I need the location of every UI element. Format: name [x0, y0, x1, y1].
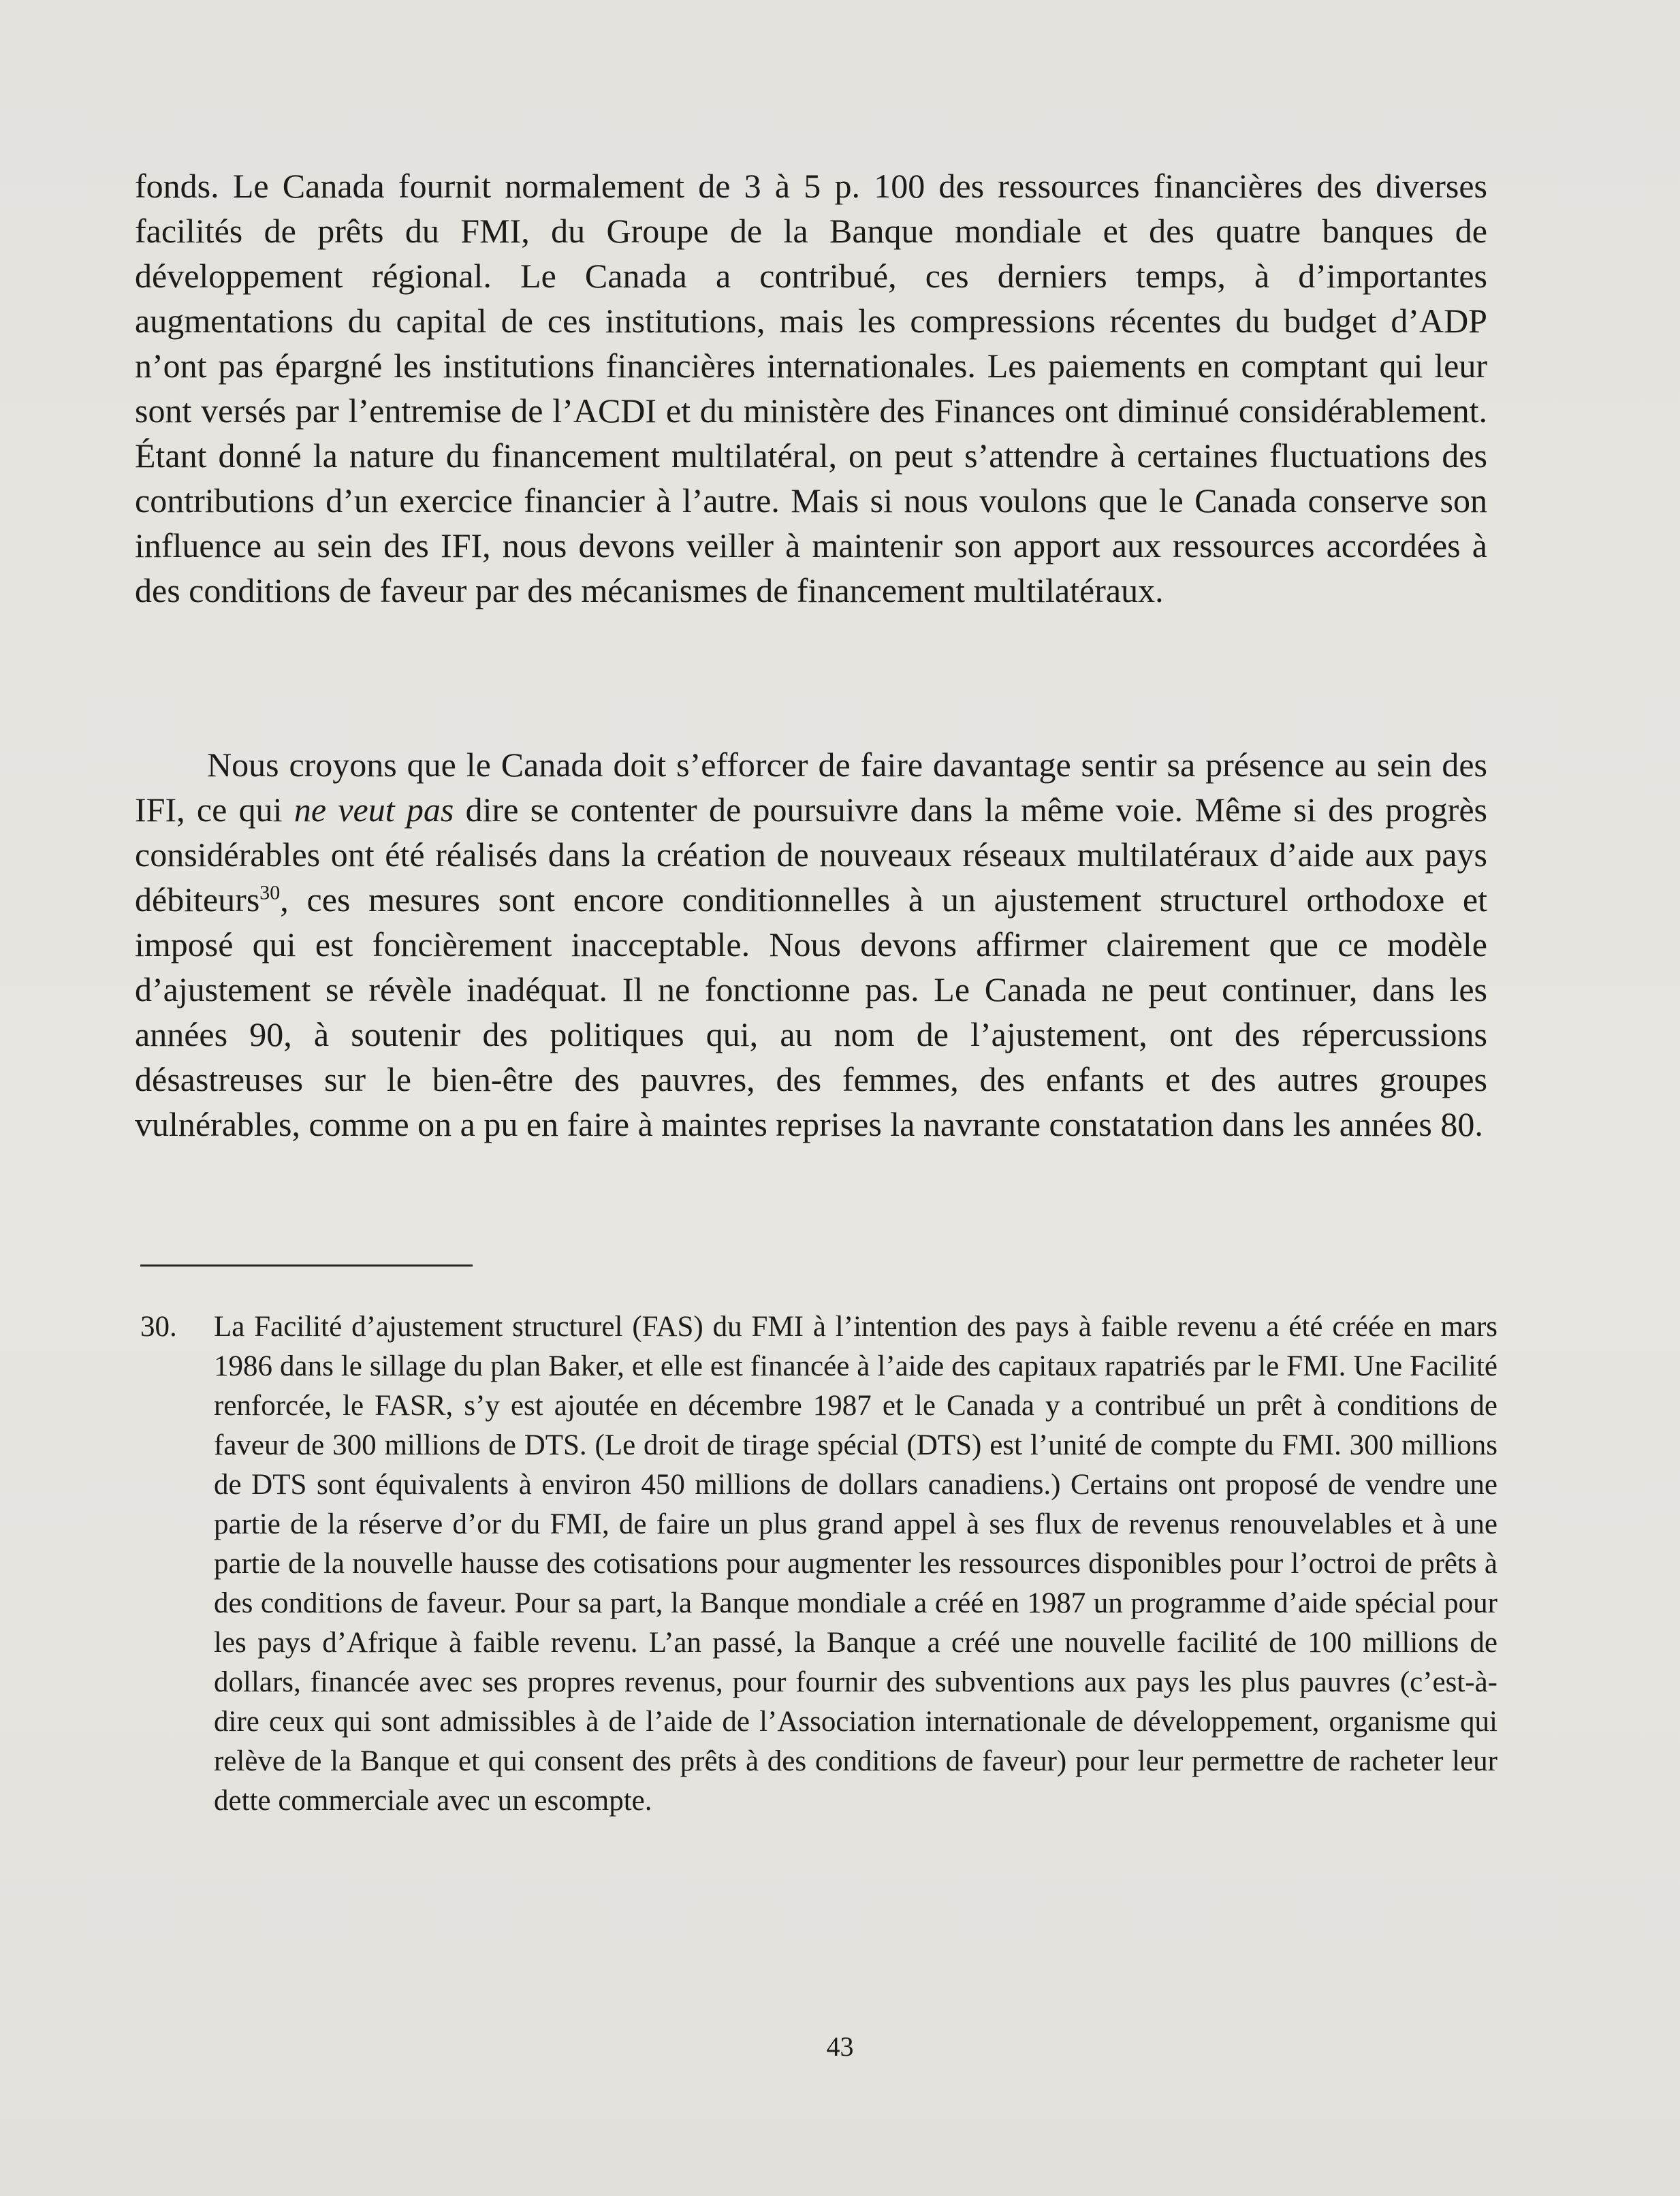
footnote-30: [140, 1307, 1497, 1821]
body-paragraph-2: [135, 742, 1487, 1147]
body-paragraph-1: fonds. Le Canada fournit normalement de 3 à 5 p. 100 des ressources financières des diverses facilités de prêts du FMI, du Groupe de la Banque mondiale et des quatre banques de développement régional. Le Canada a contribué, ces derniers temps, à d’importantes augmentations du capital de ces institutions, mais les compressions récentes du budget d’ADP n’ont pas épargné les institutions financières internationales. Les paiements en comptant qui leur sont versés par l’entremise de l’ACDI et du ministère des Finances ont diminué considérablement. Étant donné la nature du financement multilatéral, on peut s’attendre à certaines fluctuations des contributions d’un exercice financier à l’autre. Mais si nous voulons que le Canada conserve son influence au sein des IFI, nous devons veiller à maintenir son apport aux ressources accordées à des conditions de faveur par des mécanismes de financement multilatéraux.: [135, 167, 1487, 609]
paragraph-2-middle: dire se contenter de poursuivre dans la même voie. Même si des progrès considérables ont été réalisés dans la création de nouveaux réseaux multilatéraux d’aide aux pays débiteurs: [135, 791, 1487, 919]
paragraph-2-emphasis: ne veut pas: [294, 791, 454, 829]
footnote-divider: [140, 1264, 473, 1267]
paragraph-2-start: Nous croyons que le Canada doit s’efforcer de faire davantage sentir sa présence au sein des IFI, ce qui: [135, 746, 1487, 829]
footnote-text: La Facilité d’ajustement structurel (FAS) du FMI à l’intention des pays à faible revenu a été créée en mars 1986 dans le sillage du plan Baker, et elle est financée à l’aide des capitaux rapatriés par le FMI. Une Facilité renforcée, le FASR, s’y est ajoutée en décembre 1987 et le Canada y a contribué un prêt à conditions de faveur de 300 millions de DTS. (Le droit de tirage spécial (DTS) est l’unité de compte du FMI. 300 millions de DTS sont équivalents à environ 450 millions de dollars canadiens.) Certains ont proposé de vendre une partie de la réserve d’or du FMI, de faire un plus grand appel à ses flux de revenus renouvelables et à une partie de la nouvelle hausse des cotisations pour augmenter les ressources disponibles pour l’octroi de prêts à des conditions de faveur. Pour sa part, la Banque mondiale a créé en 1987 un programme d’aide spécial pour les pays d’Afrique à faible revenu. L’an passé, la Banque a créé une nouvelle facilité de 100 millions de dollars, financée avec ses propres revenus, pour fournir des subventions aux pays les plus pauvres (c’est-à-dire ceux qui sont admissibles à de l’aide de l’Association internationale de développement, organisme qui relève de la Banque et qui consent des prêts à des conditions de faveur) pour leur permettre de racheter leur dette commerciale avec un escompte.: [214, 1311, 1497, 1817]
paragraph-2-end: , ces mesures sont encore conditionnelles à un ajustement structurel orthodoxe et imposé qui est foncièrement inacceptable. Nous devons affirmer clairement que ce modèle d’ajustement se révèle inadéquat. Il ne fonctionne pas. Le Canada ne peut continuer, dans les années 90, à soutenir des politiques qui, au nom de l’ajustement, ont des répercussions désastreuses sur le bien-être des pauvres, des femmes, des enfants et des autres groupes vulnérables, comme on a pu en faire à maintes reprises la navrante constatation dans les années 80.: [135, 880, 1487, 1143]
page-number: 43: [826, 2031, 854, 2062]
footnote-reference[interactable]: 30: [259, 881, 281, 904]
footnote-number: 30.: [140, 1311, 177, 1343]
